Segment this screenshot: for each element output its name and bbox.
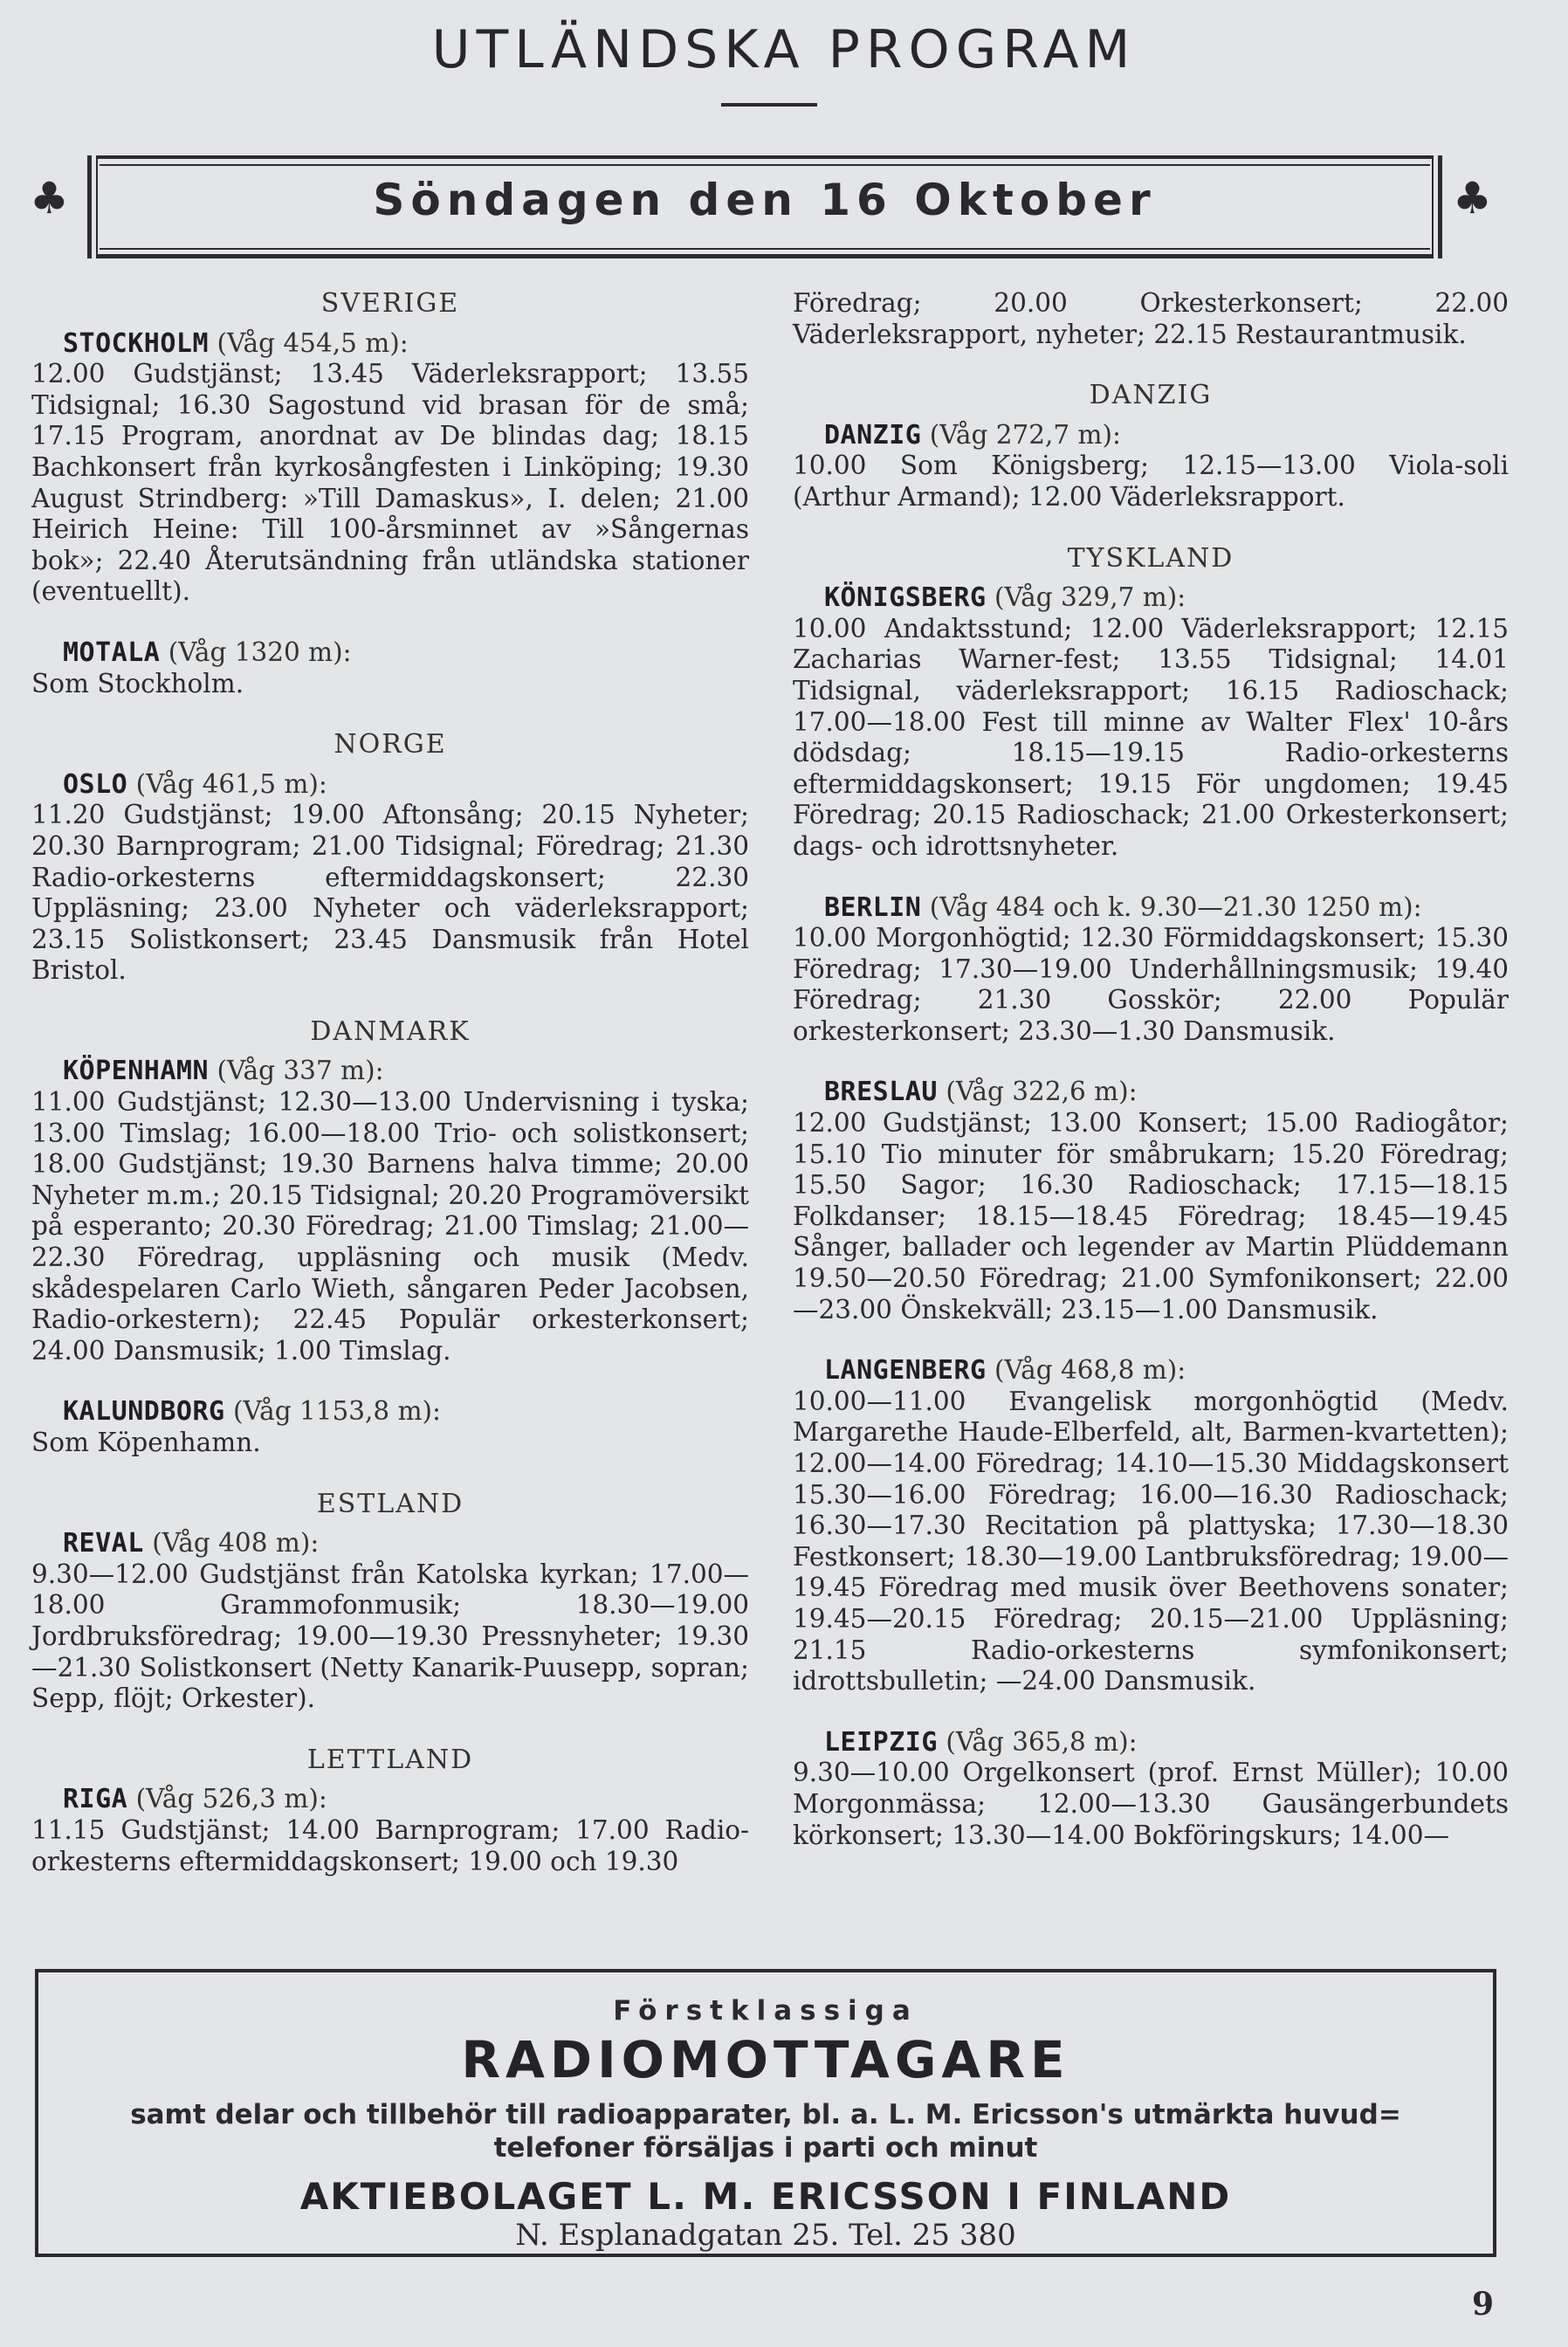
country-heading-tyskland: TYSKLAND bbox=[1067, 542, 1234, 574]
station-kopenhamn bbox=[31, 1056, 749, 1366]
station-danzig bbox=[793, 420, 1509, 513]
station-schedule: 12.00 Gudstjänst; 13.45 Väderleksrapport; 13.55 Tidsignal; 16.30 Sagostund vid brasan för de små; 17.15 Program, anordnat av De blindas dag; 18.15 Bachkonsert från kyrkosångfesten i Linköping; 19.30 August Strindberg: »Till Damaskus», I. delen; 21.00 Heirich Heine: Till 100-årsminnet av »Sångernas bok»; 22.40 Återutsändning från utländska stationer (eventuellt). bbox=[31, 359, 749, 607]
country-heading-danmark: DANMARK bbox=[310, 1015, 471, 1047]
station-name: RIGA bbox=[63, 1784, 128, 1815]
station-langenberg bbox=[793, 1355, 1509, 1697]
ad-company: AKTIEBOLAGET L. M. ERICSSON I FINLAND bbox=[299, 2175, 1232, 2218]
ad-pretitle: Förstklassiga bbox=[613, 1995, 918, 2027]
station-wave: (Våg 484 och k. 9.30—21.30 1250 m): bbox=[929, 891, 1422, 922]
station-wave: (Våg 337 m): bbox=[217, 1056, 384, 1086]
station-breslau bbox=[793, 1077, 1509, 1325]
station-schedule: 10.00 Morgonhögtid; 12.30 Förmiddagskonsert; 15.30 Föredrag; 17.30—19.00 Underhållningsmusik; 19.40 Föredrag; 21.30 Gosskör; 22.00 Populär orkesterkonsert; 23.30—1.30 Dansmusik. bbox=[793, 923, 1509, 1046]
club-ornament-left-icon: ♣ bbox=[30, 173, 69, 224]
station-name: BERLIN bbox=[824, 891, 922, 923]
station-leipzig bbox=[793, 1727, 1509, 1851]
date-banner bbox=[87, 155, 1442, 258]
station-schedule: 11.00 Gudstjänst; 12.30—13.00 Undervisning i tyska; 13.00 Timslag; 16.00—18.00 Trio- och solistkonsert; 18.00 Gudstjänst; 19.30 Barnens halva timme; 20.00 Nyheter m.m.; 20.15 Tidsignal; 20.20 Programöversikt på esperanto; 20.30 Föredrag; 21.00 Timslag; 21.00—22.30 Föredrag, uppläsning och musik (Medv. skådespelaren Carlo Wieth, sångaren Peder Jacobsen, Radio-orkestern); 22.45 Populär orkesterkonsert; 24.00 Dansmusik; 1.00 Timslag. bbox=[31, 1087, 749, 1366]
station-wave: (Våg 272,7 m): bbox=[929, 419, 1121, 450]
station-konigsberg bbox=[793, 582, 1509, 862]
station-name: MOTALA bbox=[63, 637, 161, 668]
station-wave: (Våg 454,5 m): bbox=[217, 327, 409, 358]
station-wave: (Våg 329,7 m): bbox=[994, 582, 1186, 613]
station-wave: (Våg 468,8 m): bbox=[994, 1355, 1186, 1386]
station-name: KALUNDBORG bbox=[63, 1396, 225, 1428]
right-column bbox=[793, 288, 1509, 1881]
station-schedule: 11.20 Gudstjänst; 19.00 Aftonsång; 20.15 Nyheter; 20.30 Barnprogram; 21.00 Tidsignal; Föredrag; 21.30 Radio-orkesterns eftermiddagskonsert; 22.30 Uppläsning; 23.00 Nyheter och väderleksrapport; 23.15 Solistkonsert; 23.45 Dansmusik från Hotel Bristol. bbox=[31, 800, 749, 986]
ad-description: samt delar och tillbehör till radioapparater, bl. a. L. M. Ericsson's utmärkta huvud= telefoner försäljas i parti och minut bbox=[130, 2099, 1401, 2164]
station-name: LEIPZIG bbox=[824, 1726, 938, 1758]
station-wave: (Våg 322,6 m): bbox=[946, 1077, 1138, 1107]
station-schedule: 10.00—11.00 Evangelisk morgonhögtid (Medv. Margarethe Haude-Elberfeld, alt, Barmen-kvartetten); 12.00—14.00 Föredrag; 14.10—15.30 Middagskonsert 15.30—16.00 Föredrag; 16.00—16.30 Radioschack; 16.30—17.30 Recitation på plattyska; 17.30—18.30 Festkonsert; 18.30—19.00 Lantbruksföredrag; 19.00—19.45 Föredrag med musik över Beethovens sonater; 19.45—20.15 Föredrag; 20.15—21.00 Uppläsning; 21.15 Radio-orkesterns symfonikonsert; idrottsbulletin; —24.00 Dansmusik. bbox=[793, 1386, 1509, 1697]
station-schedule: Som Stockholm. bbox=[31, 668, 244, 699]
advertisement-box bbox=[35, 1969, 1496, 2257]
station-schedule: 10.00 Som Königsberg; 12.15—13.00 Viola-soli (Arthur Armand); 12.00 Väderleksrapport. bbox=[793, 451, 1509, 512]
station-berlin bbox=[793, 892, 1509, 1048]
station-wave: (Våg 461,5 m): bbox=[135, 768, 327, 799]
station-name: KÖPENHAMN bbox=[63, 1056, 210, 1087]
country-heading-sverige: SVERIGE bbox=[320, 288, 460, 319]
station-name: KÖNIGSBERG bbox=[824, 582, 987, 614]
station-wave: (Våg 365,8 m): bbox=[946, 1726, 1138, 1757]
country-heading-norge: NORGE bbox=[334, 729, 447, 761]
station-stockholm bbox=[31, 328, 749, 608]
station-kalundborg bbox=[31, 1396, 749, 1458]
station-riga bbox=[31, 1784, 749, 1877]
station-schedule: 9.30—10.00 Orgelkonsert (prof. Ernst Müller); 10.00 Morgonmässa; 12.00—13.30 Gausängerbundets körkonsert; 13.30—14.00 Bokföringskurs; 14.00— bbox=[793, 1758, 1509, 1850]
title-rule bbox=[721, 103, 817, 107]
left-column bbox=[31, 288, 749, 1907]
station-schedule: Som Köpenhamn. bbox=[31, 1428, 261, 1457]
station-schedule: 11.15 Gudstjänst; 14.00 Barnprogram; 17.00 Radio-orkesterns eftermiddagskonsert; 19.00 och 19.30 bbox=[31, 1814, 749, 1876]
station-wave: (Våg 1153,8 m): bbox=[233, 1396, 441, 1427]
ad-title: RADIOMOTTAGARE bbox=[461, 2030, 1070, 2089]
station-name: OSLO bbox=[63, 768, 128, 800]
station-schedule: 10.00 Andaktsstund; 12.00 Väderleksrapport; 12.15 Zacharias Warner-fest; 13.55 Tidsignal; 14.01 Tidsignal, väderleksrapport; 16.15 Radioschack; 17.00—18.00 Fest till minne av Walter Flex' 10-års dödsdag; 18.15—19.15 Radio-orkesterns eftermiddagskonsert; 19.15 För ungdomen; 19.45 Föredrag; 20.15 Radioschack; 21.00 Orkesterkonsert; dags- och idrottsnyheter. bbox=[793, 613, 1509, 861]
station-name: BRESLAU bbox=[824, 1077, 938, 1108]
station-motala bbox=[31, 637, 749, 699]
page-title: UTLÄNDSKA PROGRAM bbox=[431, 19, 1137, 80]
station-oslo bbox=[31, 769, 749, 987]
country-heading-lettland: LETTLAND bbox=[306, 1744, 474, 1775]
station-wave: (Våg 408 m): bbox=[152, 1528, 320, 1559]
station-schedule: 12.00 Gudstjänst; 13.00 Konsert; 15.00 Radiogåtor; 15.10 Tio minuter för småbrukarn; 15.20 Föredrag; 15.50 Sagor; 16.30 Radioschack; 17.15—18.15 Folkdanser; 18.15—18.45 Föredrag; 18.45—19.45 Sånger, ballader och legender av Martin Plüddemann 19.50—20.50 Föredrag; 21.00 Symfonikonsert; 22.00—23.00 Önskekväll; 23.15—1.00 Dansmusik. bbox=[793, 1108, 1509, 1325]
station-wave: (Våg 1320 m): bbox=[168, 637, 352, 667]
station-name: REVAL bbox=[63, 1528, 144, 1559]
date-heading: Söndagen den 16 Oktober bbox=[373, 175, 1157, 225]
country-heading-estland: ESTLAND bbox=[316, 1488, 464, 1519]
station-reval bbox=[31, 1528, 749, 1715]
station-wave: (Våg 526,3 m): bbox=[135, 1784, 327, 1814]
station-schedule: 9.30—12.00 Gudstjänst från Katolska kyrkan; 17.00—18.00 Grammofonmusik; 18.30—19.00 Jordbruksföredrag; 19.00—19.30 Pressnyheter; 19.30—21.30 Solistkonsert (Netty Kanarik-Puusepp, sopran; Sepp, flöjt; Orkester). bbox=[31, 1559, 749, 1714]
club-ornament-right-icon: ♣ bbox=[1453, 173, 1492, 224]
ad-address: N. Esplanadgatan 25. Tel. 25 380 bbox=[515, 2218, 1016, 2253]
station-name: LANGENBERG bbox=[824, 1355, 987, 1387]
country-heading-danzig: DANZIG bbox=[1089, 380, 1213, 411]
station-name: STOCKHOLM bbox=[63, 327, 210, 359]
riga-continuation: Föredrag; 20.00 Orkesterkonsert; 22.00 Väderleksrapport, nyheter; 22.15 Restaurantmusik. bbox=[793, 288, 1509, 349]
page-number: 9 bbox=[1472, 2286, 1495, 2323]
station-name: DANZIG bbox=[824, 419, 922, 451]
